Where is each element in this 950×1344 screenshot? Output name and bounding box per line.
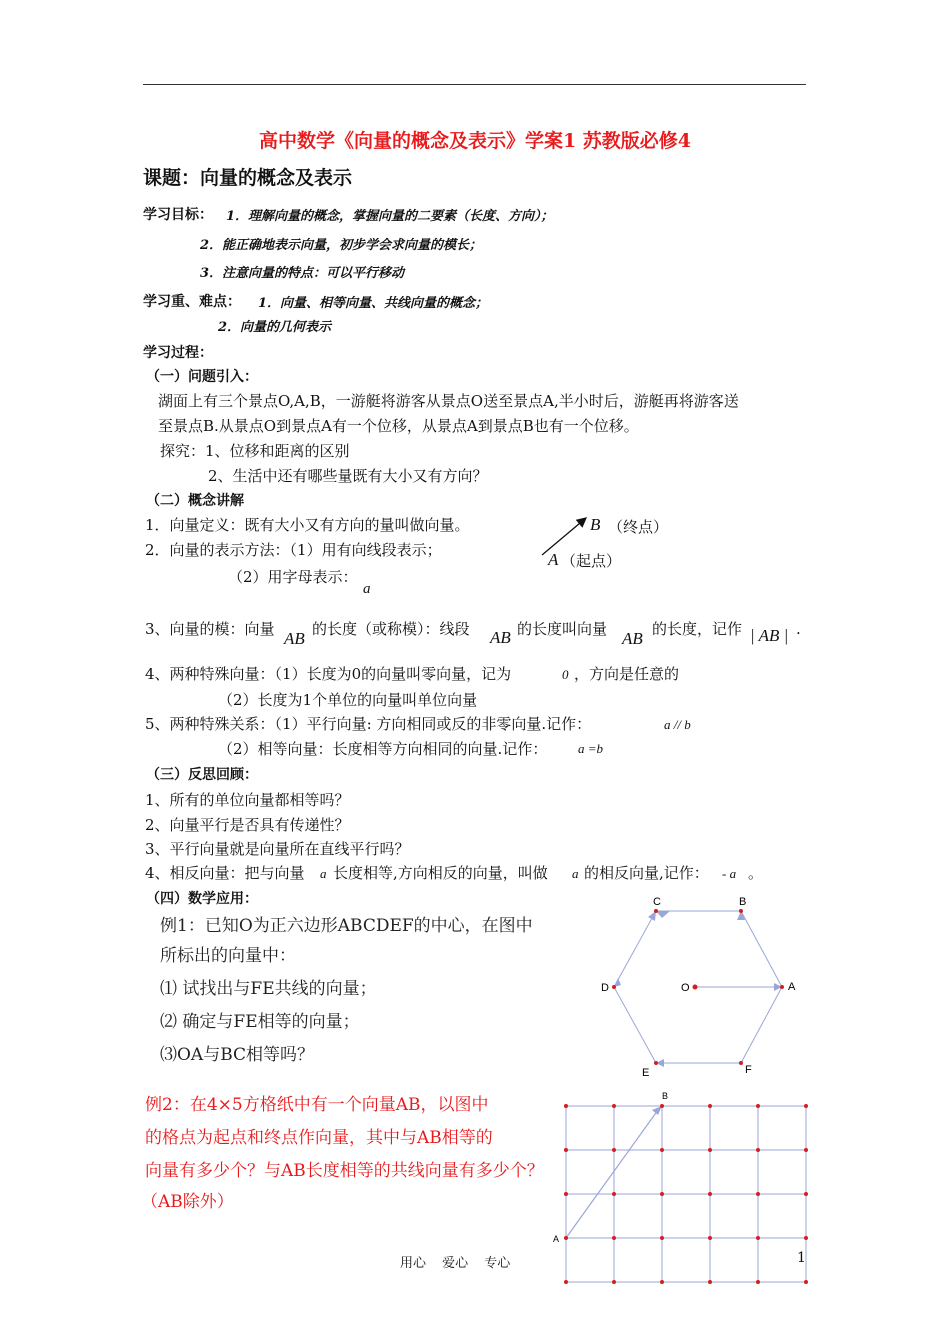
- label-a: A: [788, 981, 796, 993]
- goal-item-2: 2．能正确地表示向量，初步学会求向量的模长；: [200, 238, 483, 253]
- hexagon-figure: [590, 890, 810, 1080]
- modulus-part-4: 的长度，记作: [652, 620, 743, 638]
- point-c: [654, 909, 658, 913]
- example2-line1: 例2：在4×5方格纸中有一个向量AB，以图中: [145, 1095, 489, 1115]
- arrow-label-b-note: （终点）: [608, 518, 669, 536]
- keypoints-label: 学习重、难点：: [143, 294, 241, 310]
- opposite-vector-a1: a: [320, 866, 327, 881]
- parallel-notation: a // b: [664, 717, 691, 732]
- topic-heading: 课题：向量的概念及表示: [143, 167, 353, 189]
- section3-heading: （三）反思回顾：: [146, 767, 258, 783]
- example1-line2: 所标出的向量中：: [160, 946, 296, 966]
- header-rule: [143, 84, 806, 85]
- goal-item-3: 3．注意向量的特点：可以平行移动: [200, 266, 405, 281]
- example2-line4: （AB除外）: [141, 1192, 234, 1212]
- explore-1: 探究：1、位移和距离的区别: [160, 442, 350, 460]
- example2-line3: 向量有多少个？与AB长度相等的共线向量有多少个？: [145, 1161, 544, 1181]
- modulus-end: .: [796, 620, 801, 638]
- keypoint-item-1: 1．向量、相等向量、共线向量的概念；: [258, 296, 489, 311]
- label-f: F: [745, 1064, 752, 1076]
- goal-item-1: 1．理解向量的概念，掌握向量的二要素（长度、方向）；: [226, 209, 554, 224]
- point-a: [780, 985, 784, 989]
- grid-label-b: B: [662, 1091, 669, 1101]
- opposite-vector-a2: a: [572, 866, 579, 881]
- page-number: 1: [797, 1250, 806, 1266]
- label-c: C: [653, 896, 661, 908]
- label-e: E: [642, 1067, 650, 1079]
- section1-heading: （一）问题引入：: [146, 369, 258, 385]
- vector-bc-head: [656, 911, 670, 918]
- label-b: B: [739, 896, 747, 908]
- section2-heading: （二）概念讲解: [146, 493, 244, 509]
- vector-representation: 2．向量的表示方法：（1）用有向线段表示；: [145, 541, 442, 559]
- special-vectors-1: 4、两种特殊向量：（1）长度为0的向量叫零向量，记为: [145, 665, 512, 683]
- process-label: 学习过程：: [143, 345, 213, 361]
- example1-line1: 例1：已知O为正六边形ABCDEF的中心，在图中: [160, 916, 533, 936]
- label-o: O: [681, 982, 690, 994]
- modulus-part-2: 的长度（或称模）：线段: [312, 620, 470, 638]
- special-vectors-1-end: ，方向是任意的: [574, 665, 680, 683]
- footer-motto: 用心 爱心 专心: [400, 1256, 511, 1271]
- review-question-4a: 4、相反向量：把与向量: [145, 864, 305, 882]
- keypoint-item-2: 2．向量的几何表示: [218, 320, 332, 335]
- vector-definition: 1．向量定义：既有大小又有方向的量叫做向量。: [145, 516, 470, 534]
- modulus-ab-3: AB: [622, 629, 643, 648]
- review-question-4-end: 。: [748, 864, 764, 882]
- point-e: [654, 1061, 658, 1065]
- grid-lines: [566, 1106, 806, 1282]
- grid-figure: [548, 1088, 818, 1288]
- explore-2: 2、生活中还有哪些量既有大小又有方向？: [208, 467, 488, 485]
- point-b: [739, 909, 743, 913]
- review-question-1: 1、所有的单位向量都相等吗？: [145, 791, 350, 809]
- section1-line2: 至景点B.从景点O到景点A有一个位移，从景点A到景点B也有一个位移。: [158, 417, 639, 435]
- arrow-label-a: A: [548, 550, 559, 569]
- modulus-part-1: 3、向量的模：向量: [145, 620, 275, 638]
- vector-ab-head: [652, 1106, 662, 1115]
- review-question-4c: 的相反向量,记作：: [584, 864, 709, 882]
- modulus-notation: | AB |: [750, 626, 789, 645]
- example2-line2: 的格点为起点和终点作向量，其中与AB相等的: [145, 1128, 493, 1148]
- negative-vector: - a: [722, 866, 737, 881]
- section1-line1: 湖面上有三个景点O,A,B，一游艇将游客从景点O送至景点A,半小时后，游艇再将游客送: [158, 392, 739, 410]
- point-f: [739, 1061, 743, 1065]
- page-title: 高中数学《向量的概念及表示》学案1 苏教版必修4: [258, 130, 692, 152]
- modulus-ab-2: AB: [490, 628, 511, 647]
- section4-heading: （四）数学应用：: [146, 891, 258, 907]
- example1-line4: ⑵ 确定与FE相等的向量；: [160, 1012, 360, 1032]
- vector-ab: [566, 1110, 658, 1238]
- relation-parallel: 5、两种特殊关系：（1）平行向量: 方向相同或反的非零向量.记作：: [145, 715, 592, 733]
- goals-label: 学习目标：: [143, 207, 213, 223]
- grid-label-a: A: [553, 1234, 560, 1244]
- modulus-part-3: 的长度叫向量: [517, 620, 608, 638]
- point-d: [612, 985, 616, 989]
- letter-a: a: [363, 581, 371, 597]
- example1-line3: ⑴ 试找出与FE共线的向量；: [160, 979, 377, 999]
- special-vectors-2: （2）长度为1个单位的向量叫单位向量: [218, 691, 478, 709]
- equal-notation: a =b: [578, 741, 604, 756]
- example1-line5: ⑶OA与BC相等吗？: [160, 1045, 315, 1065]
- label-d: D: [601, 982, 609, 994]
- review-question-3: 3、平行向量就是向量所在直线平行吗？: [145, 840, 410, 858]
- zero-vector: 0: [562, 667, 569, 682]
- relation-equal: （2）相等向量：长度相等方向相同的向量.记作：: [218, 740, 548, 758]
- modulus-ab-1: AB: [284, 629, 305, 648]
- review-question-2: 2、向量平行是否具有传递性？: [145, 816, 350, 834]
- vector-letter-representation: （2）用字母表示：: [228, 568, 358, 586]
- review-question-4b: 长度相等,方向相反的向量，叫做: [333, 864, 548, 882]
- point-o: [693, 985, 698, 990]
- arrow-label-a-note: （起点）: [561, 552, 622, 570]
- arrow-label-b: B: [590, 515, 601, 534]
